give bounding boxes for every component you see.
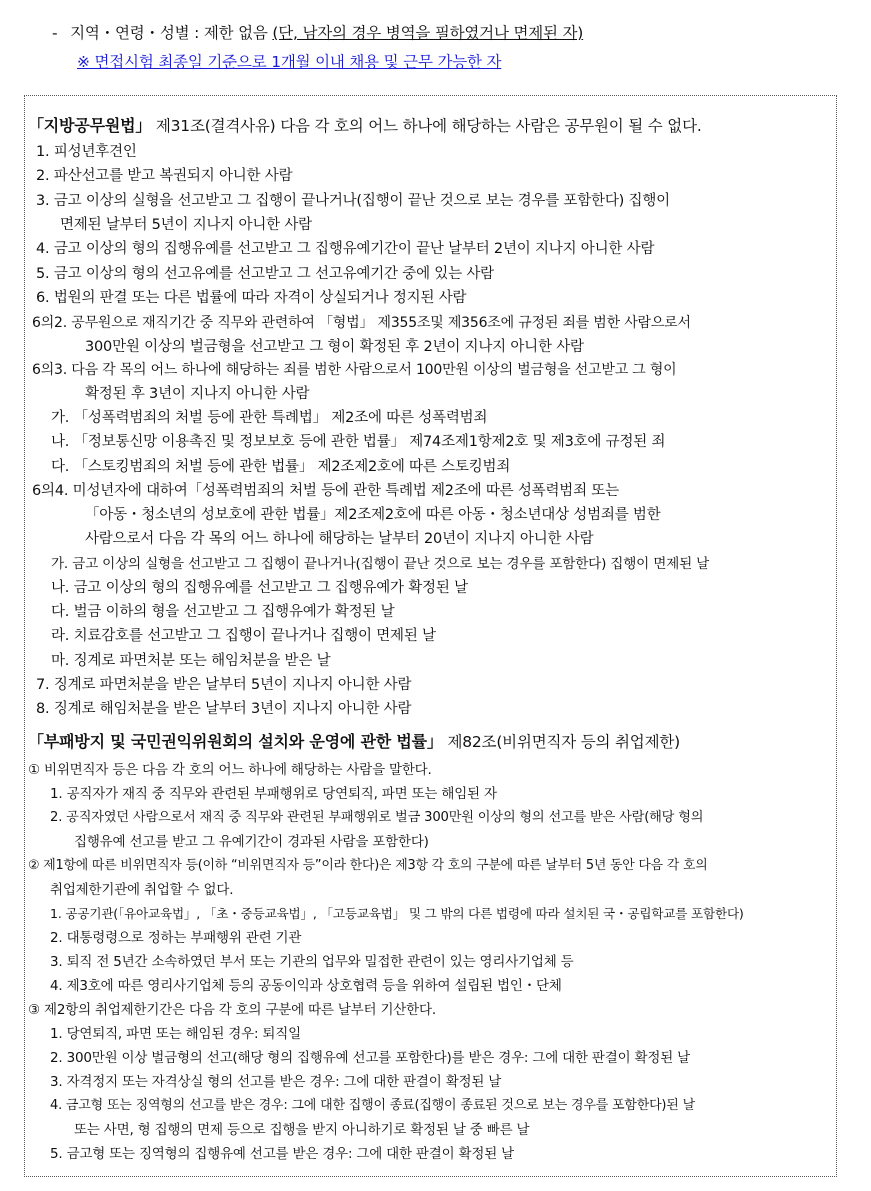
law2-line: 2. 공직자였던 사람으로서 재직 중 직무와 관련된 부패행위로 벌금 300만원 이상의 형의 선고를 받은 사람(해당 형의 — [50, 810, 704, 825]
law1-line: 6의4. 미성년자에 대하여「성폭력범죄의 처벌 등에 관한 특례법 제2조에 따른 성폭력범죄 또는 — [32, 483, 619, 499]
condition-underlined: (단, 남자의 경우 병역을 필하였거나 면제된 자) — [272, 24, 584, 42]
law1-line: 「아동・청소년의 성보호에 관한 법률」제2조제2호에 따른 아동・청소년대상 성범죄를 범한 — [85, 507, 661, 523]
law1-title: 「지방공무원법」 — [28, 116, 152, 135]
law2-line: 집행유예 선고를 받고 그 유예기간이 경과된 사람을 포함한다) — [74, 834, 429, 850]
law2-line: 3. 자격정지 또는 자격상실 형의 선고를 받은 경우: 그에 대한 판결이 확정된 날 — [50, 1074, 502, 1090]
law1-line: 3. 금고 이상의 실형을 선고받고 그 집행이 끝나거나(집행이 끝난 것으로 보는 경우를 포함한다) 집행이 — [36, 193, 670, 209]
law2-line: ③ 제2항의 취업제한기간은 다음 각 호의 구분에 따른 날부터 기산한다. — [28, 1002, 436, 1018]
law1-line: 사람으로서 다음 각 목의 어느 하나에 해당하는 날부터 20년이 지나지 아니한 사람 — [85, 531, 594, 547]
law2-line: 또는 사면, 형 집행의 면제 등으로 집행을 받지 아니하기로 확정된 날 중 빠른 날 — [74, 1122, 530, 1138]
law1-line: 나. 「정보통신망 이용촉진 및 정보보호 등에 관한 법률」 제74조제1항제2호 및 제3호에 규정된 죄 — [51, 434, 666, 450]
law1-line: 나. 금고 이상의 형의 집행유예를 선고받고 그 집행유예가 확정된 날 — [51, 580, 468, 596]
law2-line: 1. 공공기관(「유아교육법」, 「초・중등교육법」, 「고등교육법」 및 그 밖의 다른 법령에 따라 설치된 국・공립학교를 포함한다) — [50, 906, 744, 921]
law2-line: 2. 대통령령으로 정하는 부패행위 관련 기관 — [50, 930, 302, 946]
bullet: - — [52, 24, 58, 42]
condition-prefix: 지역・연령・성별 : 제한 없음 — [70, 24, 273, 42]
law1-line: 6의3. 다음 각 목의 어느 하나에 해당하는 죄를 범한 사람으로서 100만원 이상의 벌금형을 선고받고 그 형이 — [32, 362, 677, 378]
law1-line: 가. 금고 이상의 실형을 선고받고 그 집행이 끝나거나(집행이 끝난 것으로 보는 경우를 포함한다) 집행이 면제된 날 — [51, 556, 710, 572]
law1-line: 300만원 이상의 벌금형을 선고받고 그 형이 확정된 후 2년이 지나지 아니한 사람 — [85, 339, 584, 355]
law1-line: 다. 벌금 이하의 형을 선고받고 그 집행유예가 확정된 날 — [51, 604, 395, 620]
law1-line: 5. 금고 이상의 형의 선고유예를 선고받고 그 선고유예기간 중에 있는 사람 — [36, 266, 494, 282]
law1-line: 가. 「성폭력범죄의 처벌 등에 관한 특례법」 제2조에 따른 성폭력범죄 — [51, 410, 488, 426]
law2-line: ② 제1항에 따른 비위면직자 등(이하 “비위면직자 등”이라 한다)은 제3항 각 호의 구분에 따른 날부터 5년 동안 다음 각 호의 — [28, 858, 708, 873]
notice-line: ※ 면접시험 최종일 기준으로 1개월 이내 채용 및 근무 가능한 자 — [77, 53, 502, 71]
law2-line: 5. 금고형 또는 징역형의 집행유예 선고를 받은 경우: 그에 대한 판결이 확정된 날 — [50, 1146, 514, 1162]
law1-line: 7. 징계로 파면처분을 받은 날부터 5년이 지나지 아니한 사람 — [36, 677, 412, 693]
law2-line: 4. 금고형 또는 징역형의 선고를 받은 경우: 그에 대한 집행이 종료(집행이 종료된 것으로 보는 경우를 포함한다)된 날 — [50, 1098, 695, 1113]
law2-line: 1. 당연퇴직, 파면 또는 해임된 경우: 퇴직일 — [50, 1026, 301, 1042]
law2-heading — [28, 732, 680, 753]
condition-line — [52, 23, 583, 43]
law1-line: 확정된 후 3년이 지나지 아니한 사람 — [85, 386, 310, 402]
law1-line: 다. 「스토킹범죄의 처벌 등에 관한 법률」 제2조제2호에 따른 스토킹범죄 — [51, 459, 511, 475]
law1-line: 6의2. 공무원으로 재직기간 중 직무와 관련하여 「형법」 제355조및 제356조에 규정된 죄를 범한 사람으로서 — [32, 315, 691, 331]
law1-line: 면제된 날부터 5년이 지나지 아니한 사람 — [60, 217, 312, 233]
law2-article: 제82조(비위면직자 등의 취업제한) — [442, 733, 680, 751]
law1-line: 8. 징계로 해임처분을 받은 날부터 3년이 지나지 아니한 사람 — [36, 701, 412, 717]
law1-line: 라. 치료감호를 선고받고 그 집행이 끝나거나 집행이 면제된 날 — [51, 628, 436, 644]
law2-line: 3. 퇴직 전 5년간 소속하였던 부서 또는 기관의 업무와 밀접한 관련이 있는 영리사기업체 등 — [50, 954, 574, 970]
law2-title: 「부패방지 및 국민권익위원회의 설치와 운영에 관한 법률」 — [28, 732, 443, 751]
law2-line: 취업제한기관에 취업할 수 없다. — [50, 882, 234, 898]
law2-line: 1. 공직자가 재직 중 직무와 관련된 부패행위로 당연퇴직, 파면 또는 해임된 자 — [50, 786, 497, 802]
law1-heading — [28, 116, 702, 137]
law2-line: 4. 제3호에 따른 영리사기업체 등의 공동이익과 상호협력 등을 위하여 설립된 법인・단체 — [50, 978, 562, 994]
law2-line: ① 비위면직자 등은 다음 각 호의 어느 하나에 해당하는 사람을 말한다. — [28, 762, 432, 778]
law1-line: 4. 금고 이상의 형의 집행유예를 선고받고 그 집행유예기간이 끝난 날부터 2년이 지나지 아니한 사람 — [36, 241, 655, 257]
law2-line: 2. 300만원 이상 벌금형의 선고(해당 형의 집행유예 선고를 포함한다)를 받은 경우: 그에 대한 판결이 확정된 날 — [50, 1050, 690, 1066]
law1-line: 1. 피성년후견인 — [36, 144, 137, 160]
law1-line: 2. 파산선고를 받고 복권되지 아니한 사람 — [36, 168, 293, 184]
law1-article: 제31조(결격사유) 다음 각 호의 어느 하나에 해당하는 사람은 공무원이 될 수 없다. — [151, 117, 702, 135]
law1-line: 6. 법원의 판결 또는 다른 법률에 따라 자격이 상실되거나 정지된 사람 — [36, 290, 467, 306]
law1-line: 마. 징계로 파면처분 또는 해임처분을 받은 날 — [51, 653, 331, 669]
